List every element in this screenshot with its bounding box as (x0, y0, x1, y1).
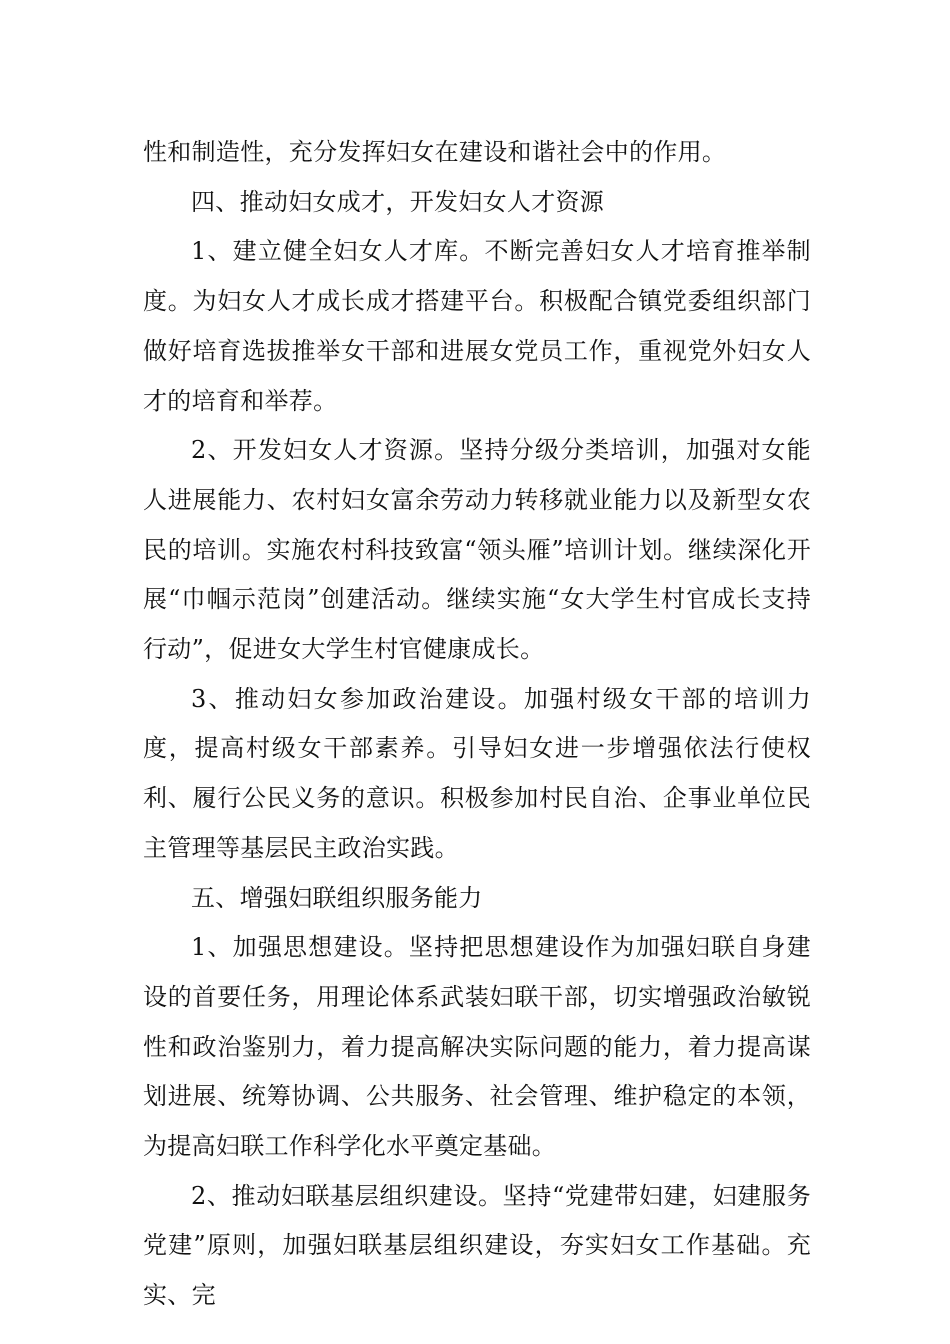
paragraph-5-1: 1、加强思想建设。坚持把思想建设作为加强妇联自身建设的首要任务，用理论体系武装妇联干部，切实增强政治敏锐性和政治鉴别力，着力提高解决实际问题的能力，着力提高谋划进展、统筹协调、公共服务、社会管理、维护稳定的本领，为提高妇联工作科学化水平奠定基础。 (143, 933, 811, 1161)
paragraph-4-1: 1、建立健全妇女人才库。不断完善妇女人才培育推举制度。为妇女人才成长成才搭建平台。积极配合镇党委组织部门做好培育选拔推举女干部和进展女党员工作，重视党外妇女人才的培育和举荐。 (143, 237, 811, 415)
section-heading-five: 五、增强妇联组织服务能力 (191, 883, 483, 912)
section-heading-four: 四、推动妇女成才，开发妇女人才资源 (191, 187, 605, 216)
paragraph-4-2: 2、开发妇女人才资源。坚持分级分类培训，加强对女能人进展能力、农村妇女富余劳动力转移就业能力以及新型女农民的培训。实施农村科技致富“领头雁”培训计划。继续深化开展“巾帼示范岗”创建活动。继续实施“女大学生村官成长支持行动”，促进女大学生村官健康成长。 (143, 436, 811, 664)
paragraph-4-3: 3、推动妇女参加政治建设。加强村级女干部的培训力度，提高村级女干部素养。引导妇女进一步增强依法行使权利、履行公民义务的意识。积极参加村民自治、企事业单位民主管理等基层民主政治实践。 (143, 684, 811, 862)
paragraph-5-2: 2、推动妇联基层组织建设。坚持“党建带妇建，妇建服务党建”原则，加强妇联基层组织建设，夯实妇女工作基础。充实、完 (143, 1181, 811, 1310)
paragraph-continuation: 性和制造性，充分发挥妇女在建设和谐社会中的作用。 (143, 138, 727, 166)
document-body (143, 128, 811, 1321)
